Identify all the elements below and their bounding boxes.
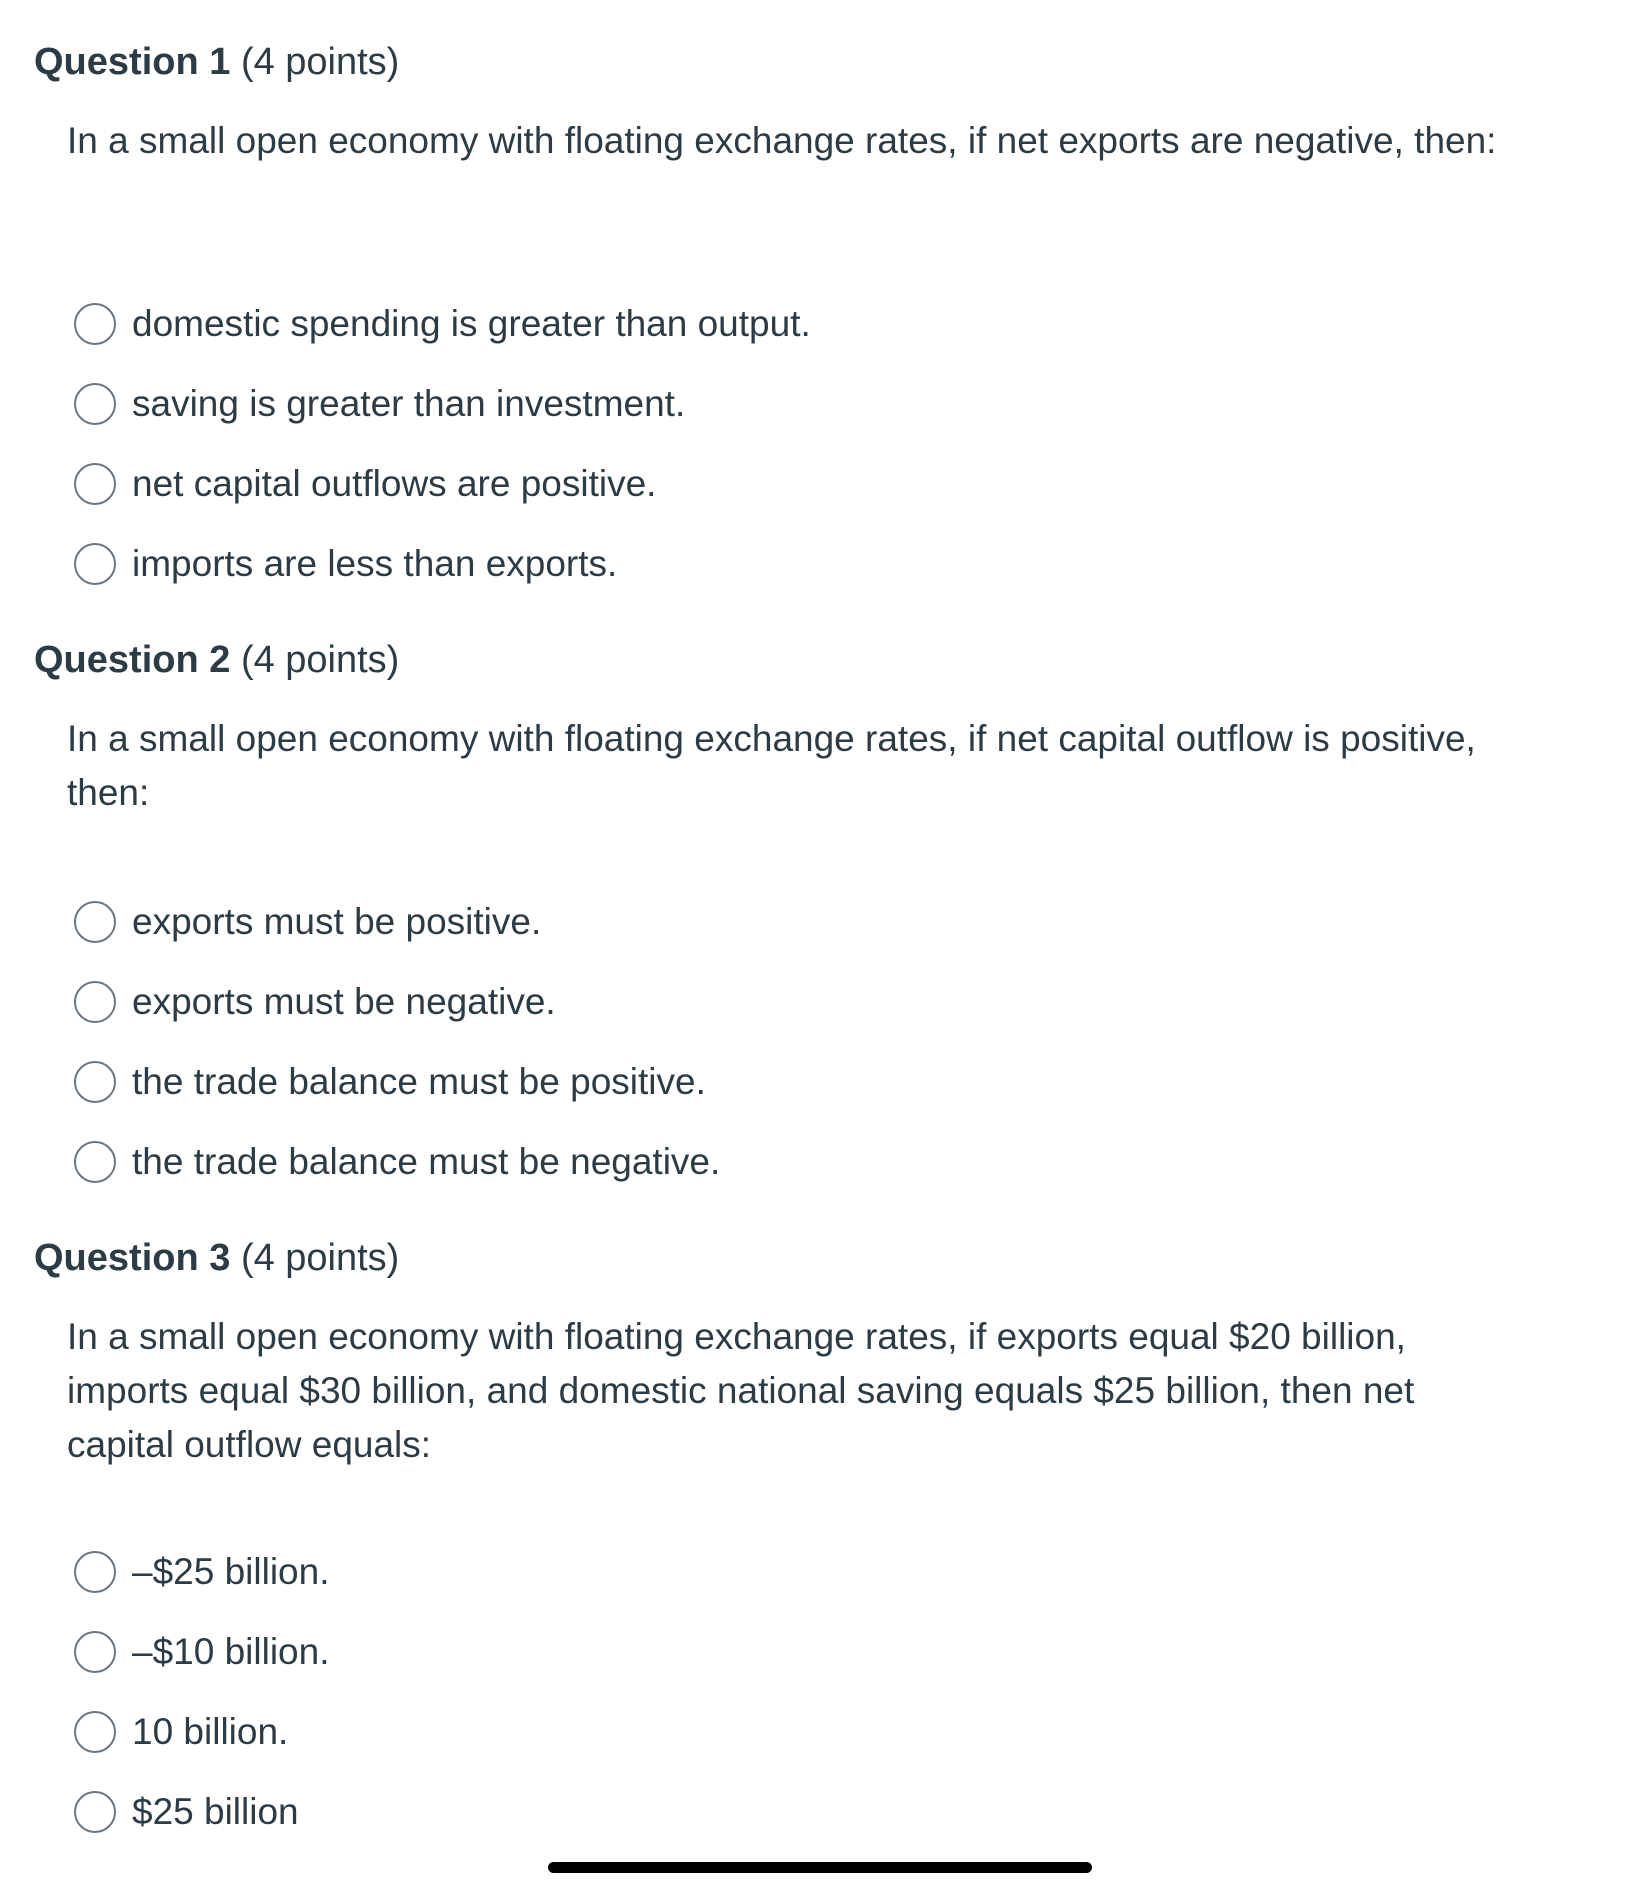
answer-label[interactable]: the trade balance must be negative. (132, 1141, 721, 1182)
question-title: Question 3 (34, 1237, 231, 1279)
question-title: Question 2 (34, 639, 231, 681)
answer-label[interactable]: –$10 billion. (132, 1631, 330, 1672)
answer-option[interactable] (74, 460, 656, 508)
question-header (34, 636, 399, 684)
answer-label[interactable]: exports must be positive. (132, 901, 542, 942)
answer-label[interactable]: $25 billion (132, 1791, 299, 1832)
answer-option[interactable] (74, 978, 556, 1026)
answer-option[interactable] (74, 1788, 299, 1836)
radio-button[interactable] (74, 1551, 116, 1593)
question-points: (4 points) (240, 639, 400, 681)
answer-option[interactable] (74, 1138, 720, 1186)
radio-button[interactable] (74, 981, 116, 1023)
answer-label[interactable]: the trade balance must be positive. (132, 1061, 706, 1102)
answer-option[interactable] (74, 1058, 706, 1106)
answer-option[interactable] (74, 300, 811, 348)
answer-label[interactable]: net capital outflows are positive. (132, 463, 657, 504)
answer-option[interactable] (74, 1708, 288, 1756)
answer-option[interactable] (74, 1628, 329, 1676)
radio-button[interactable] (74, 1711, 116, 1753)
radio-button[interactable] (74, 1631, 116, 1673)
question-header (34, 38, 399, 86)
answer-label[interactable]: –$25 billion. (132, 1551, 330, 1592)
question-header (34, 1234, 399, 1282)
radio-button[interactable] (74, 1791, 116, 1833)
home-indicator[interactable] (548, 1862, 1092, 1873)
radio-button[interactable] (74, 1061, 116, 1103)
answer-option[interactable] (74, 380, 685, 428)
answer-option[interactable] (74, 540, 617, 588)
answer-label[interactable]: exports must be negative. (132, 981, 556, 1022)
radio-button[interactable] (74, 463, 116, 505)
question-title: Question 1 (34, 41, 231, 83)
radio-button[interactable] (74, 383, 116, 425)
answer-label[interactable]: imports are less than exports. (132, 543, 618, 584)
radio-button[interactable] (74, 543, 116, 585)
question-points: (4 points) (240, 1237, 400, 1279)
radio-button[interactable] (74, 901, 116, 943)
question-text: In a small open economy with floating exchange rates, if exports equal $20 billion, imports equal $30 billion, and domestic national saving equals $25 billion, then net capital outflow equals: (67, 1316, 1415, 1465)
answer-option[interactable] (74, 1548, 329, 1596)
answer-label[interactable]: domestic spending is greater than output. (132, 303, 811, 344)
radio-button[interactable] (74, 303, 116, 345)
question-points: (4 points) (240, 41, 400, 83)
question-text: In a small open economy with floating exchange rates, if net exports are negative, then: (67, 120, 1497, 161)
answer-option[interactable] (74, 898, 541, 946)
question-text: In a small open economy with floating exchange rates, if net capital outflow is positive, then: (67, 718, 1476, 813)
answer-label[interactable]: saving is greater than investment. (132, 383, 686, 424)
radio-button[interactable] (74, 1141, 116, 1183)
answer-label[interactable]: 10 billion. (132, 1711, 289, 1752)
